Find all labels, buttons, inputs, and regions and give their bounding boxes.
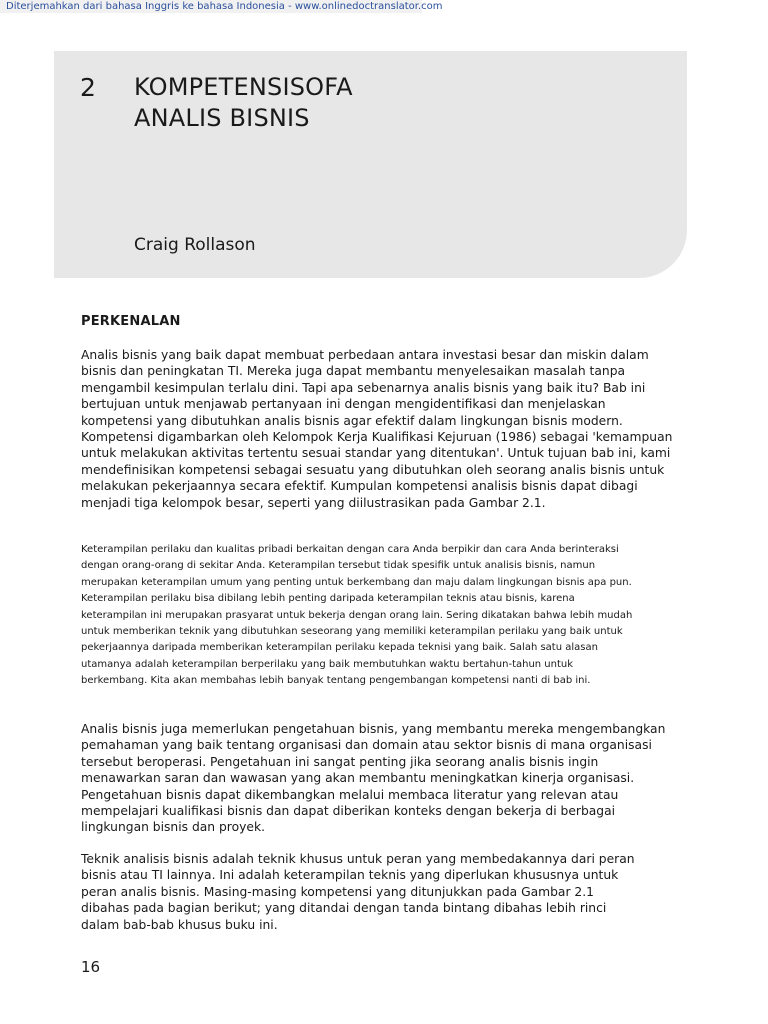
page-number: 16 — [81, 958, 101, 976]
chapter-title-line: ANALIS BISNIS — [134, 104, 310, 132]
text-line: dibahas pada bagian berikut; yang ditandai dengan tanda bintang dibahas lebih rinci — [81, 901, 607, 916]
text-line: tersebut beroperasi. Pengetahuan ini sangat penting jika seorang analis bisnis ingin — [81, 754, 599, 769]
text-line: berkembang. Kita akan membahas lebih banyak tentang pengembangan kompetensi nanti di bab ini. — [81, 675, 591, 687]
text-line: Keterampilan perilaku bisa dibilang lebih penting daripada keterampilan teknis atau bisnis, karena — [81, 593, 575, 605]
text-line: menawarkan saran dan wawasan yang akan membantu meningkatkan kinerja organisasi. — [81, 771, 635, 786]
text-line: pekerjaannya daripada memberikan keterampilan perilaku kepada teknisi yang baik. Salah satu alasan — [81, 642, 598, 654]
text-line: mendefinisikan kompetensi sebagai sesuatu yang dibutuhkan oleh seorang analis bisnis untuk — [81, 462, 665, 477]
text-line: untuk memberikan teknik yang dibutuhkan seseorang yang memiliki keterampilan perilaku yang baik untuk — [81, 626, 623, 638]
chapter-number: 2 — [80, 73, 96, 102]
text-line: Keterampilan perilaku dan kualitas pribadi berkaitan dengan cara Anda berpikir dan cara Anda berinteraksi — [81, 544, 619, 555]
translator-link[interactable]: Diterjemahkan dari bahasa Inggris ke bahasa Indonesia - www.onlinedoctranslator.com — [6, 1, 443, 12]
chapter-title-line: KOMPETENSISOFA — [134, 73, 353, 101]
text-line: mengambil kesimpulan terlalu dini. Tapi apa sebenarnya analis bisnis yang baik itu? Bab ini — [81, 380, 646, 395]
text-line: peran analis bisnis. Masing-masing kompetensi yang ditunjukkan pada Gambar 2.1 — [81, 884, 594, 899]
text-line: keterampilan ini merupakan prasyarat untuk bekerja dengan orang lain. Sering dikatakan bahwa lebih mudah — [81, 609, 633, 621]
translator-banner[interactable] — [0, 0, 443, 13]
body-paragraph-3 — [81, 721, 681, 836]
body-paragraph-1 — [81, 347, 681, 511]
text-line: pemahaman yang baik tentang organisasi dan domain atau sektor bisnis di mana organisasi — [81, 738, 652, 753]
text-line: kompetensi yang dibutuhkan analis bisnis agar efektif dalam lingkungan bisnis modern. — [81, 413, 623, 428]
text-line: lingkungan bisnis dan proyek. — [81, 820, 265, 835]
text-line: Analis bisnis juga memerlukan pengetahuan bisnis, yang membantu mereka mengembangkan — [81, 722, 666, 736]
chapter-header-band — [54, 51, 687, 278]
chapter-author: Craig Rollason — [134, 235, 256, 255]
chapter-title — [134, 72, 353, 134]
text-line: Analis bisnis yang baik dapat membuat perbedaan antara investasi besar dan miskin dalam — [81, 348, 649, 362]
text-line: melakukan pekerjaannya secara efektif. Kumpulan kompetensi analisis bisnis dapat dibagi — [81, 479, 638, 494]
text-line: bisnis atau TI lainnya. Ini adalah keterampilan teknis yang diperlukan khususnya untuk — [81, 868, 619, 883]
text-line: Pengetahuan bisnis dapat dikembangkan melalui membaca literatur yang relevan atau — [81, 787, 619, 802]
text-line: utamanya adalah keterampilan berperilaku yang baik membutuhkan waktu bertahun-tahun untuk — [81, 658, 574, 670]
text-line: bertujuan untuk menjawab pertanyaan ini dengan mengidentifikasi dan menjelaskan — [81, 397, 606, 412]
text-line: mempelajari kualifikasi bisnis dan dapat diberikan konteks dengan bekerja di berbagai — [81, 804, 616, 819]
body-paragraph-4 — [81, 851, 681, 933]
text-line: untuk melakukan aktivitas tertentu sesuai standar yang ditentukan'. Untuk tujuan bab ini, kami — [81, 446, 671, 461]
text-line: Teknik analisis bisnis adalah teknik khusus untuk peran yang membedakannya dari peran — [81, 852, 635, 866]
body-paragraph-2 — [81, 542, 681, 690]
text-line: dengan orang-orang di sekitar Anda. Keterampilan tersebut tidak spesifik untuk analisis bisnis, namun — [81, 560, 596, 572]
section-heading: PERKENALAN — [81, 314, 181, 329]
text-line: Kompetensi digambarkan oleh Kelompok Kerja Kualifikasi Kejuruan (1986) sebagai 'kemampuan — [81, 430, 673, 445]
text-line: menjadi tiga kelompok besar, seperti yang diilustrasikan pada Gambar 2.1. — [81, 495, 546, 510]
text-line: dalam bab-bab khusus buku ini. — [81, 917, 278, 932]
text-line: merupakan keterampilan umum yang penting untuk berkembang dan maju dalam lingkungan bisnis apa pun. — [81, 576, 632, 588]
text-line: bisnis dan peningkatan TI. Mereka juga dapat membantu menyelesaikan masalah tanpa — [81, 364, 626, 379]
